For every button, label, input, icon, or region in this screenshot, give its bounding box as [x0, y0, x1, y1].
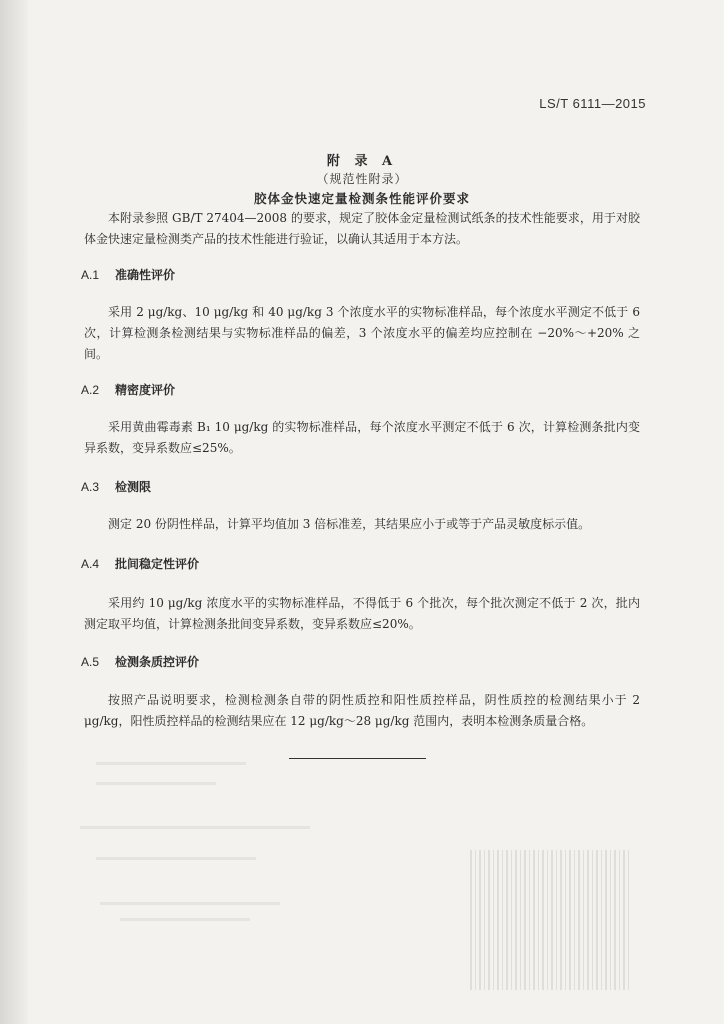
section-number: A.5 — [81, 655, 100, 669]
section-title: 准确性评价 — [115, 268, 176, 282]
appendix-type: （规范性附录） — [316, 172, 408, 186]
appendix-title: 附 录 A — [326, 154, 398, 169]
section-number: A.3 — [81, 480, 100, 494]
show-through-mark — [100, 902, 280, 905]
section-body-a4: 采用约 10 μg/kg 浓度水平的实物标准样品，不得低于 6 个批次，每个批次测定不低于 2 次，批内测定取平均值，计算检测条批间变异系数，变异系数应≤20%。 — [84, 596, 640, 631]
show-through-mark — [96, 857, 256, 860]
section-body-a3: 测定 20 份阴性样品，计算平均值加 3 倍标准差，其结果应小于或等于产品灵敏度标示值。 — [108, 517, 591, 531]
show-through-mark — [80, 826, 310, 829]
section-heading-a1 — [81, 266, 175, 283]
section-heading-a3 — [81, 478, 151, 495]
end-rule — [289, 758, 426, 759]
section-heading-a2 — [81, 381, 175, 398]
show-through-barcode — [470, 850, 630, 990]
section-number: A.2 — [81, 383, 100, 397]
section-body-a2: 采用黄曲霉毒素 B₁ 10 μg/kg 的实物标准样品，每个浓度水平测定不低于 6 次，计算检测条批内变异系数，变异系数应≤25%。 — [84, 420, 640, 455]
section-heading-a4 — [81, 555, 199, 572]
section-body-a5: 按照产品说明要求，检测检测条自带的阴性质控和阳性质控样品，阴性质控的检测结果小于 2 μg/kg，阳性质控样品的检测结果应在 12 μg/kg～28 μg/kg 范围内，表明本检测条质量合格。 — [84, 693, 640, 728]
show-through-mark — [96, 762, 246, 765]
show-through-mark — [96, 782, 216, 785]
section-heading-a5 — [81, 653, 199, 670]
section-number: A.1 — [81, 268, 100, 282]
appendix-subtitle: 胶体金快速定量检测条性能评价要求 — [253, 191, 470, 206]
section-title: 检测限 — [115, 480, 152, 494]
section-title: 检测条质控评价 — [115, 655, 200, 669]
section-body-a1: 采用 2 μg/kg、10 μg/kg 和 40 μg/kg 3 个浓度水平的实物标准样品，每个浓度水平测定不低于 6 次，计算检测条检测结果与实物标准样品的偏差，3 个浓度水平的偏差均应控制在 −20%～+20% 之间。 — [84, 305, 640, 361]
standard-code: LS/T 6111—2015 — [539, 96, 646, 111]
show-through-mark — [120, 918, 250, 921]
section-title: 批间稳定性评价 — [115, 557, 200, 571]
section-number: A.4 — [81, 557, 100, 571]
section-title: 精密度评价 — [115, 383, 176, 397]
intro-paragraph: 本附录参照 GB/T 27404—2008 的要求，规定了胶体金定量检测试纸条的技术性能要求，用于对胶体金快速定量检测类产品的技术性能进行验证，以确认其适用于本方法。 — [84, 211, 640, 246]
